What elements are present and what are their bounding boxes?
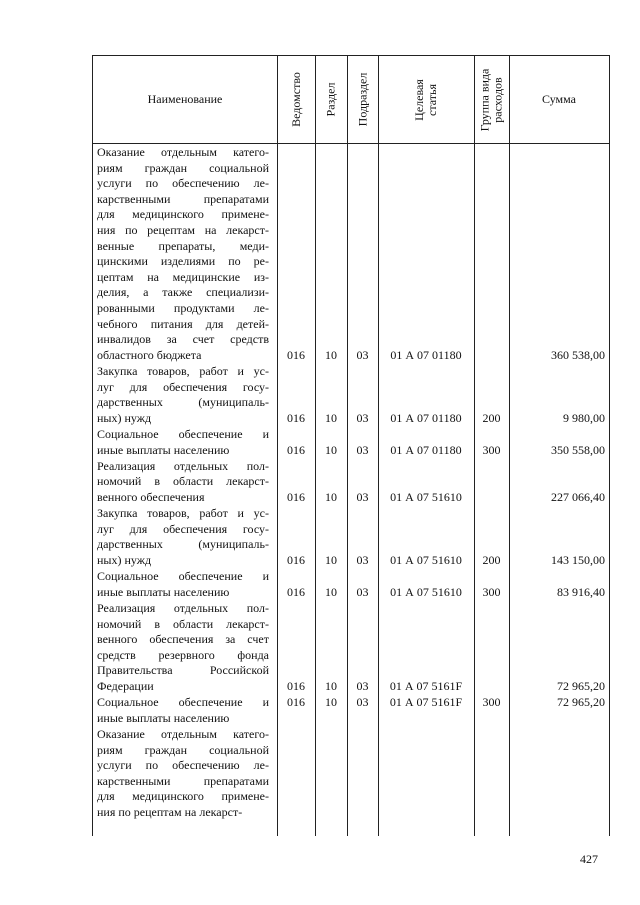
row-podrazdel: 03 [356, 490, 369, 504]
row-name-line: ных) нужд [97, 552, 152, 567]
row-name-line: Закупка товаров, работ и ус- [97, 506, 269, 521]
row-ved: 016 [287, 490, 305, 504]
header-podrazdel-text: Подраздел [355, 72, 370, 127]
header-sum-text: Сумма [542, 92, 576, 106]
row-group: 300 [482, 584, 501, 599]
row-name-line: луг для обеспечения госу- [97, 379, 269, 394]
row-podrazdel: 03 [356, 695, 369, 710]
row-name-line: Реализация отдельных пол- [97, 601, 269, 615]
header-razdel [315, 56, 347, 143]
row-name-line: делия, а также специализи- [97, 285, 269, 300]
row-razdel: 10 [325, 410, 337, 425]
row-name [97, 506, 269, 568]
row-name-line: Оказание отдельным катего- [97, 727, 269, 741]
row-name-line: иные выплаты населению [97, 584, 230, 599]
row-name-line: ния по рецептам на лекарст- [97, 804, 243, 819]
row-name-line: дарственных (муниципаль- [97, 537, 269, 552]
row-target: 01 А 07 01180 [390, 410, 462, 425]
header-name [93, 56, 277, 143]
row-podrazdel: 03 [356, 442, 369, 457]
row-target: 01 А 07 01180 [390, 347, 462, 362]
row-name-line: венного обеспечения за счет [97, 632, 269, 647]
row-podrazdel: 03 [356, 410, 369, 425]
row-name-line: цинскими изделиями по ре- [97, 254, 269, 269]
row-ved: 016 [287, 410, 305, 425]
row-name-line: Федерации [97, 678, 154, 693]
header-target-text [413, 79, 439, 121]
row-name-line: цептам на медицинские из- [97, 269, 269, 284]
row-sum: 72 965,20 [557, 695, 605, 710]
header-group-text [479, 68, 505, 131]
row-name [97, 427, 269, 458]
row-name-line: Социальное обеспечение и [97, 695, 269, 710]
row-razdel: 10 [325, 679, 337, 693]
header-vedomstvo-text: Ведомство [288, 72, 303, 127]
row-name [97, 601, 269, 695]
row-name-line: иные выплаты населению [97, 442, 230, 457]
row-ved: 016 [287, 679, 305, 693]
row-sum: 360 538,00 [551, 347, 605, 362]
row-name-line: для медицинского примене- [97, 207, 269, 222]
row-name-line: Оказание отдельным катего- [97, 145, 269, 159]
row-name-line: риям граждан социальной [97, 160, 269, 175]
row-razdel: 10 [325, 695, 337, 710]
row-name [97, 459, 269, 506]
header-group [474, 56, 509, 143]
header-podrazdel [347, 56, 378, 143]
header-razdel-text: Раздел [323, 82, 338, 117]
row-name-line: чебного питания для детей- [97, 316, 269, 331]
row-name [97, 569, 269, 600]
row-name-line: номочий в области лекарст- [97, 616, 269, 631]
row-group: 200 [482, 553, 501, 567]
row-name-line: Социальное обеспечение и [97, 569, 269, 584]
row-name-line: венные препараты, меди- [97, 238, 269, 253]
row-name-line: иные выплаты населению [97, 710, 230, 725]
row-ved: 016 [287, 553, 305, 567]
page-number: 427 [580, 852, 598, 866]
row-name-line: областного бюджета [97, 347, 202, 362]
row-sum: 227 066,40 [551, 490, 605, 504]
row-name-line: венного обеспечения [97, 489, 205, 504]
row-sum: 83 916,40 [557, 584, 605, 599]
row-name-line: Правительства Российской [97, 663, 269, 678]
row-target: 01 А 07 51610 [390, 584, 462, 599]
row-target: 01 А 07 5161F [389, 695, 463, 710]
row-podrazdel: 03 [356, 347, 369, 362]
row-sum: 143 150,00 [551, 553, 605, 567]
header-target-line: статья [424, 83, 439, 116]
row-razdel: 10 [325, 347, 337, 362]
row-group: 300 [482, 442, 501, 457]
row-name-line: средств резервного фонда [97, 647, 269, 662]
budget-table [92, 55, 610, 836]
row-sum: 9 980,00 [563, 410, 605, 425]
row-name-line: дарственных (муниципаль- [97, 395, 269, 410]
row-name-line: риям граждан социальной [97, 742, 269, 757]
row-name [97, 364, 269, 426]
header-divider [93, 143, 609, 144]
header-target-line: Целевая [411, 78, 426, 121]
row-name-line: ных) нужд [97, 410, 152, 425]
header-group-line: Группа вида [477, 68, 492, 131]
row-razdel: 10 [325, 490, 337, 504]
header-target [378, 56, 474, 143]
row-podrazdel: 03 [356, 553, 369, 567]
row-name [97, 727, 269, 821]
row-name [97, 145, 269, 363]
row-name-line: рованными продуктами ле- [97, 300, 269, 315]
row-name-line: для медицинского примене- [97, 789, 269, 804]
row-razdel: 10 [325, 442, 337, 457]
header-group-line: расходов [490, 76, 505, 123]
row-name-line: луг для обеспечения госу- [97, 521, 269, 536]
row-target: 01 А 07 51610 [390, 490, 462, 504]
row-name-line: ния по рецептам на лекарст- [97, 222, 269, 237]
header-name-text: Наименование [147, 92, 223, 106]
row-group: 300 [482, 695, 501, 710]
row-name-line: Закупка товаров, работ и ус- [97, 364, 269, 378]
row-target: 01 А 07 51610 [390, 553, 462, 567]
row-ved: 016 [287, 584, 305, 599]
row-name-line: номочий в области лекарст- [97, 474, 269, 489]
row-name-line: услуги по обеспечению ле- [97, 758, 269, 773]
row-group: 200 [482, 410, 501, 425]
row-podrazdel: 03 [356, 584, 369, 599]
header-sum [509, 56, 609, 143]
row-name-line: карственными препаратами [97, 191, 269, 206]
row-sum: 72 965,20 [557, 679, 605, 693]
header-vedomstvo [277, 56, 315, 143]
row-name-line: Социальное обеспечение и [97, 427, 269, 441]
row-podrazdel: 03 [356, 679, 369, 693]
row-target: 01 А 07 01180 [390, 442, 462, 457]
row-target: 01 А 07 5161F [389, 679, 463, 693]
row-name [97, 695, 269, 726]
row-name-line: услуги по обеспечению ле- [97, 176, 269, 191]
row-name-line: инвалидов за счет средств [97, 332, 269, 347]
row-name-line: Реализация отдельных пол- [97, 458, 269, 473]
row-name-line: карственными препаратами [97, 773, 269, 788]
row-razdel: 10 [325, 553, 337, 567]
row-ved: 016 [287, 442, 305, 457]
row-razdel: 10 [325, 584, 337, 599]
row-ved: 016 [287, 347, 305, 362]
row-ved: 016 [287, 695, 305, 710]
row-sum: 350 558,00 [551, 442, 605, 457]
